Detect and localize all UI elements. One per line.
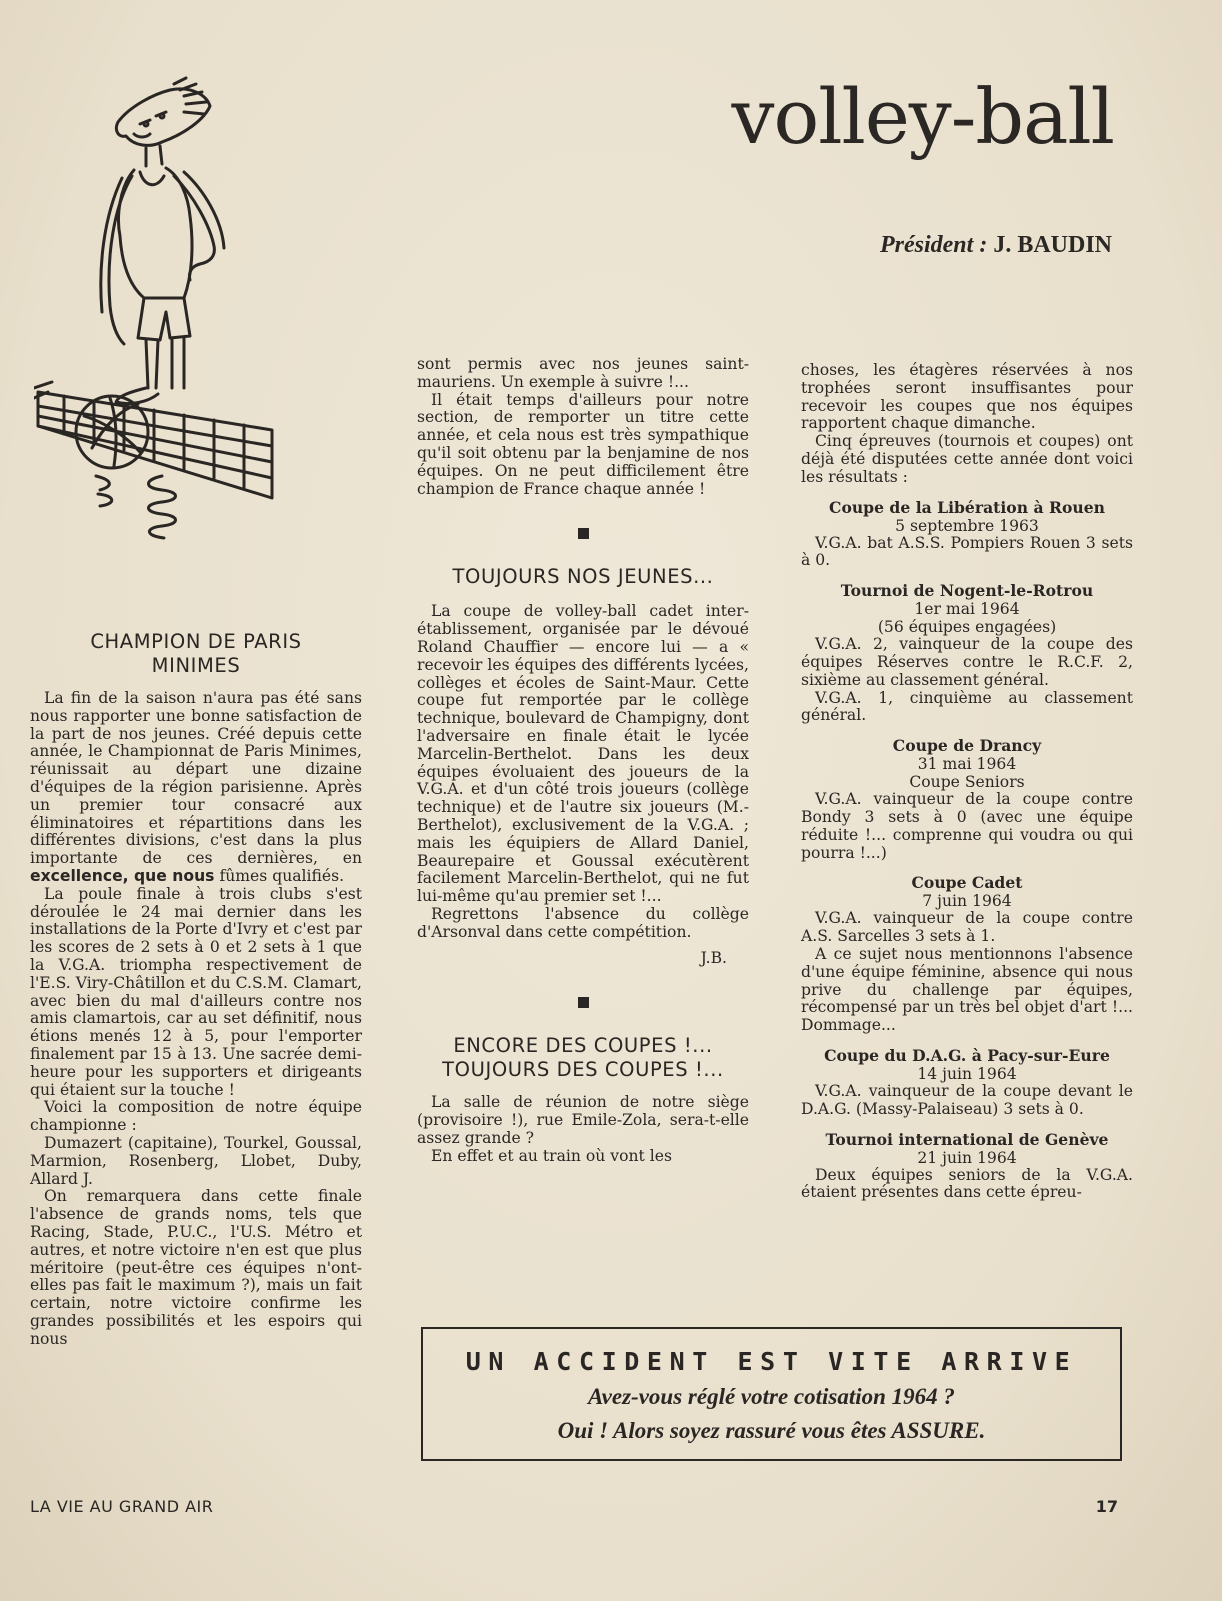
insurance-title: UN ACCIDENT EST VITE ARRIVE [465,1347,1078,1376]
paragraph: La coupe de volley-ball cadet inter-établissement, organisée par le dévoué Roland Chauffier — encore lui — a « recevoir les équipes des différents lycées, collèges et écoles de Saint-Maur. Cette coupe fut remportée par le collège technique, boulevard de Champigny, dont l'adversaire en finale était le lycée Marcelin-Berthelot. Dans les deux équipes évoluaient des joueurs de la V.G.A. et d'un côté trois joueurs (collège technique) et de l'autre six joueurs (M.-Berthelot), exclusivement de la V.G.A. ; mais les équipiers de Allard Daniel, Beaurepaire et Goussal exécutèrent facilement Marcelin-Berthelot, qui ne fut lui-même qu'au premier set !... [417,602,749,906]
heading-line: CHAMPION DE PARIS [90,630,302,653]
event-subtitle: Coupe Seniors [909,773,1025,792]
event-result: V.G.A. vainqueur de la coupe contre A.S. Sarcelles 3 sets à 1. [801,909,1133,946]
section-separator [578,528,589,539]
president-label: Président : [879,232,988,258]
event-date: 31 mai 1964 [917,755,1017,774]
event-result: V.G.A. bat A.S.S. Pompiers Rouen 3 sets à 0. [801,533,1133,570]
event-title: Coupe de la Libération à Rouen [829,497,1105,517]
event-title: Coupe du D.A.G. à Pacy-sur-Eure [824,1045,1110,1065]
paragraph [30,690,362,886]
event-title: Tournoi international de Genève [825,1129,1109,1149]
event-result: A ce sujet nous mentionnons l'absence d'une équipe féminine, absence qui nous prive du challenge par équipes, récompensé par un très bel objet d'art !... Dommage... [801,944,1133,1035]
paragraph: choses, les étagères réservées à nos trophées seront insuffisantes pour recevoir les coupes que nos équipes rapportent chaque dimanche. [801,361,1133,433]
president-line [880,232,1112,259]
paragraph: En effet et au train où vont les [431,1146,672,1165]
event-date: 5 septembre 1963 [895,516,1039,535]
paragraph: Cinq épreuves (tournois et coupes) ont déjà été disputées cette année dont voici les résultats : [801,432,1133,486]
event-title: Coupe Cadet [911,873,1023,893]
paragraph-text: fûmes qualifiés. [219,866,345,885]
event-result: Deux équipes seniors de la V.G.A. étaient présentes dans cette épreu- [801,1165,1133,1202]
paragraph: On remarquera dans cette finale l'absence de grands noms, tels que Racing, Stade, P.U.C., l'U.S. Métro et autres, et notre victoire n'en est que plus méritoire (peut-être ces équipes n'ont-elles pas fait le maximum ?), mais un fait certain, notre victoire confirme les grandes possibilités et les espoirs qui nous [30,1187,362,1348]
paragraph-bold-text: excellence, que nous [30,866,215,885]
event-date: 21 juin 1964 [917,1148,1017,1167]
paragraph: La poule finale à trois clubs s'est déroulée le 24 mai dernier dans les installations de la Porte d'Ivry et c'est par les scores de 2 sets à 0 et 2 sets à 1 que la V.G.A. triompha respectivement de l'E.S. Viry-Châtillon et du C.S.M. Clamart, avec bien du mal d'ailleurs contre nos amis clamartois, car au set définitif, nous étions menés 12 à 5, pour l'emporter finalement par 15 à 13. Une sacrée demi-heure pour les supporters et dirigeants qui étaient sur la touche ! [30,884,362,1099]
event-result: V.G.A. vainqueur de la coupe devant le D.A.G. (Massy-Palaiseau) 3 sets à 0. [801,1081,1133,1118]
paragraph-text: La fin de la saison n'aura pas été sans nous rapporter une bonne satisfaction de la part de nos jeunes. Créé depuis cette année, le Championnat de Paris Minimes, réunissait au départ une dizaine d'équipes de la région parisienne. Après un premier tour consacré aux éliminatoires et répartitions dans les différentes divisions, c'est dans la plus importante de ces dernières, en [30,689,362,868]
page-title: volley-ball [731,72,1114,161]
paragraph: Il était temps d'ailleurs pour notre section, de remporter un titre cette année, et cela nous est très sympathique qu'il soit obtenu par la benjamine de nos équipes. On ne peut difficilement être champion de France chaque année ! [417,390,749,498]
paragraph: Dumazert (capitaine), Tourkel, Goussal, Marmion, Rosenberg, Llobet, Duby, Allard J. [30,1133,362,1188]
event-date: 7 juin 1964 [922,892,1012,911]
insurance-question: Avez-vous réglé votre cotisation 1964 ? [588,1384,955,1409]
paragraph: Voici la composition de notre équipe championne : [30,1098,362,1135]
paragraph: sont permis avec nos jeunes saint-mauriens. Un exemple à suivre !... [417,355,749,391]
section-heading-champion [30,630,362,678]
event-result: V.G.A. vainqueur de la coupe contre Bondy 3 sets à 0 (avec une équipe réduite !... comprenne qui voudra ou qui pourra !...) [801,790,1133,862]
section-heading-coupes [417,1034,749,1082]
column-1 [30,630,362,1348]
insurance-notice-box [421,1327,1122,1461]
event-date: 1er mai 1964 [914,600,1020,619]
event-result: V.G.A. 2, vainqueur de la coupe des équipes Réserves contre le R.C.F. 2, sixième au classement général. [801,635,1133,689]
column-3 [801,362,1133,1202]
magazine-name: LA VIE AU GRAND AIR [30,1497,214,1516]
event-subtitle: (56 équipes engagées) [877,618,1057,637]
event-date: 14 juin 1964 [917,1064,1017,1083]
paragraph: Regrettons l'absence du collège d'Arsonval dans cette compétition. [417,904,749,941]
event-result: V.G.A. 1, cinquième au classement général. [801,688,1133,725]
heading-line: ENCORE DES COUPES !... [453,1034,713,1058]
section-heading-jeunes: TOUJOURS NOS JEUNES... [452,565,714,589]
event-title: Tournoi de Nogent-le-Rotrou [840,581,1094,601]
heading-line: MINIMES [151,654,241,677]
page-number: 17 [1095,1497,1118,1516]
signature: J.B. [700,948,727,967]
column-2 [417,356,749,1166]
paragraph: La salle de réunion de notre siège (provisoire !), rue Emile-Zola, sera-t-elle assez grande ? [417,1093,749,1147]
event-title: Coupe de Drancy [892,736,1042,756]
insurance-answer: Oui ! Alors soyez rassuré vous êtes ASSURE. [557,1418,986,1443]
volleyball-player-illustration [34,76,284,566]
president-name: J. BAUDIN [993,232,1112,258]
section-separator [578,997,589,1008]
heading-line: TOUJOURS DES COUPES !... [442,1058,724,1082]
